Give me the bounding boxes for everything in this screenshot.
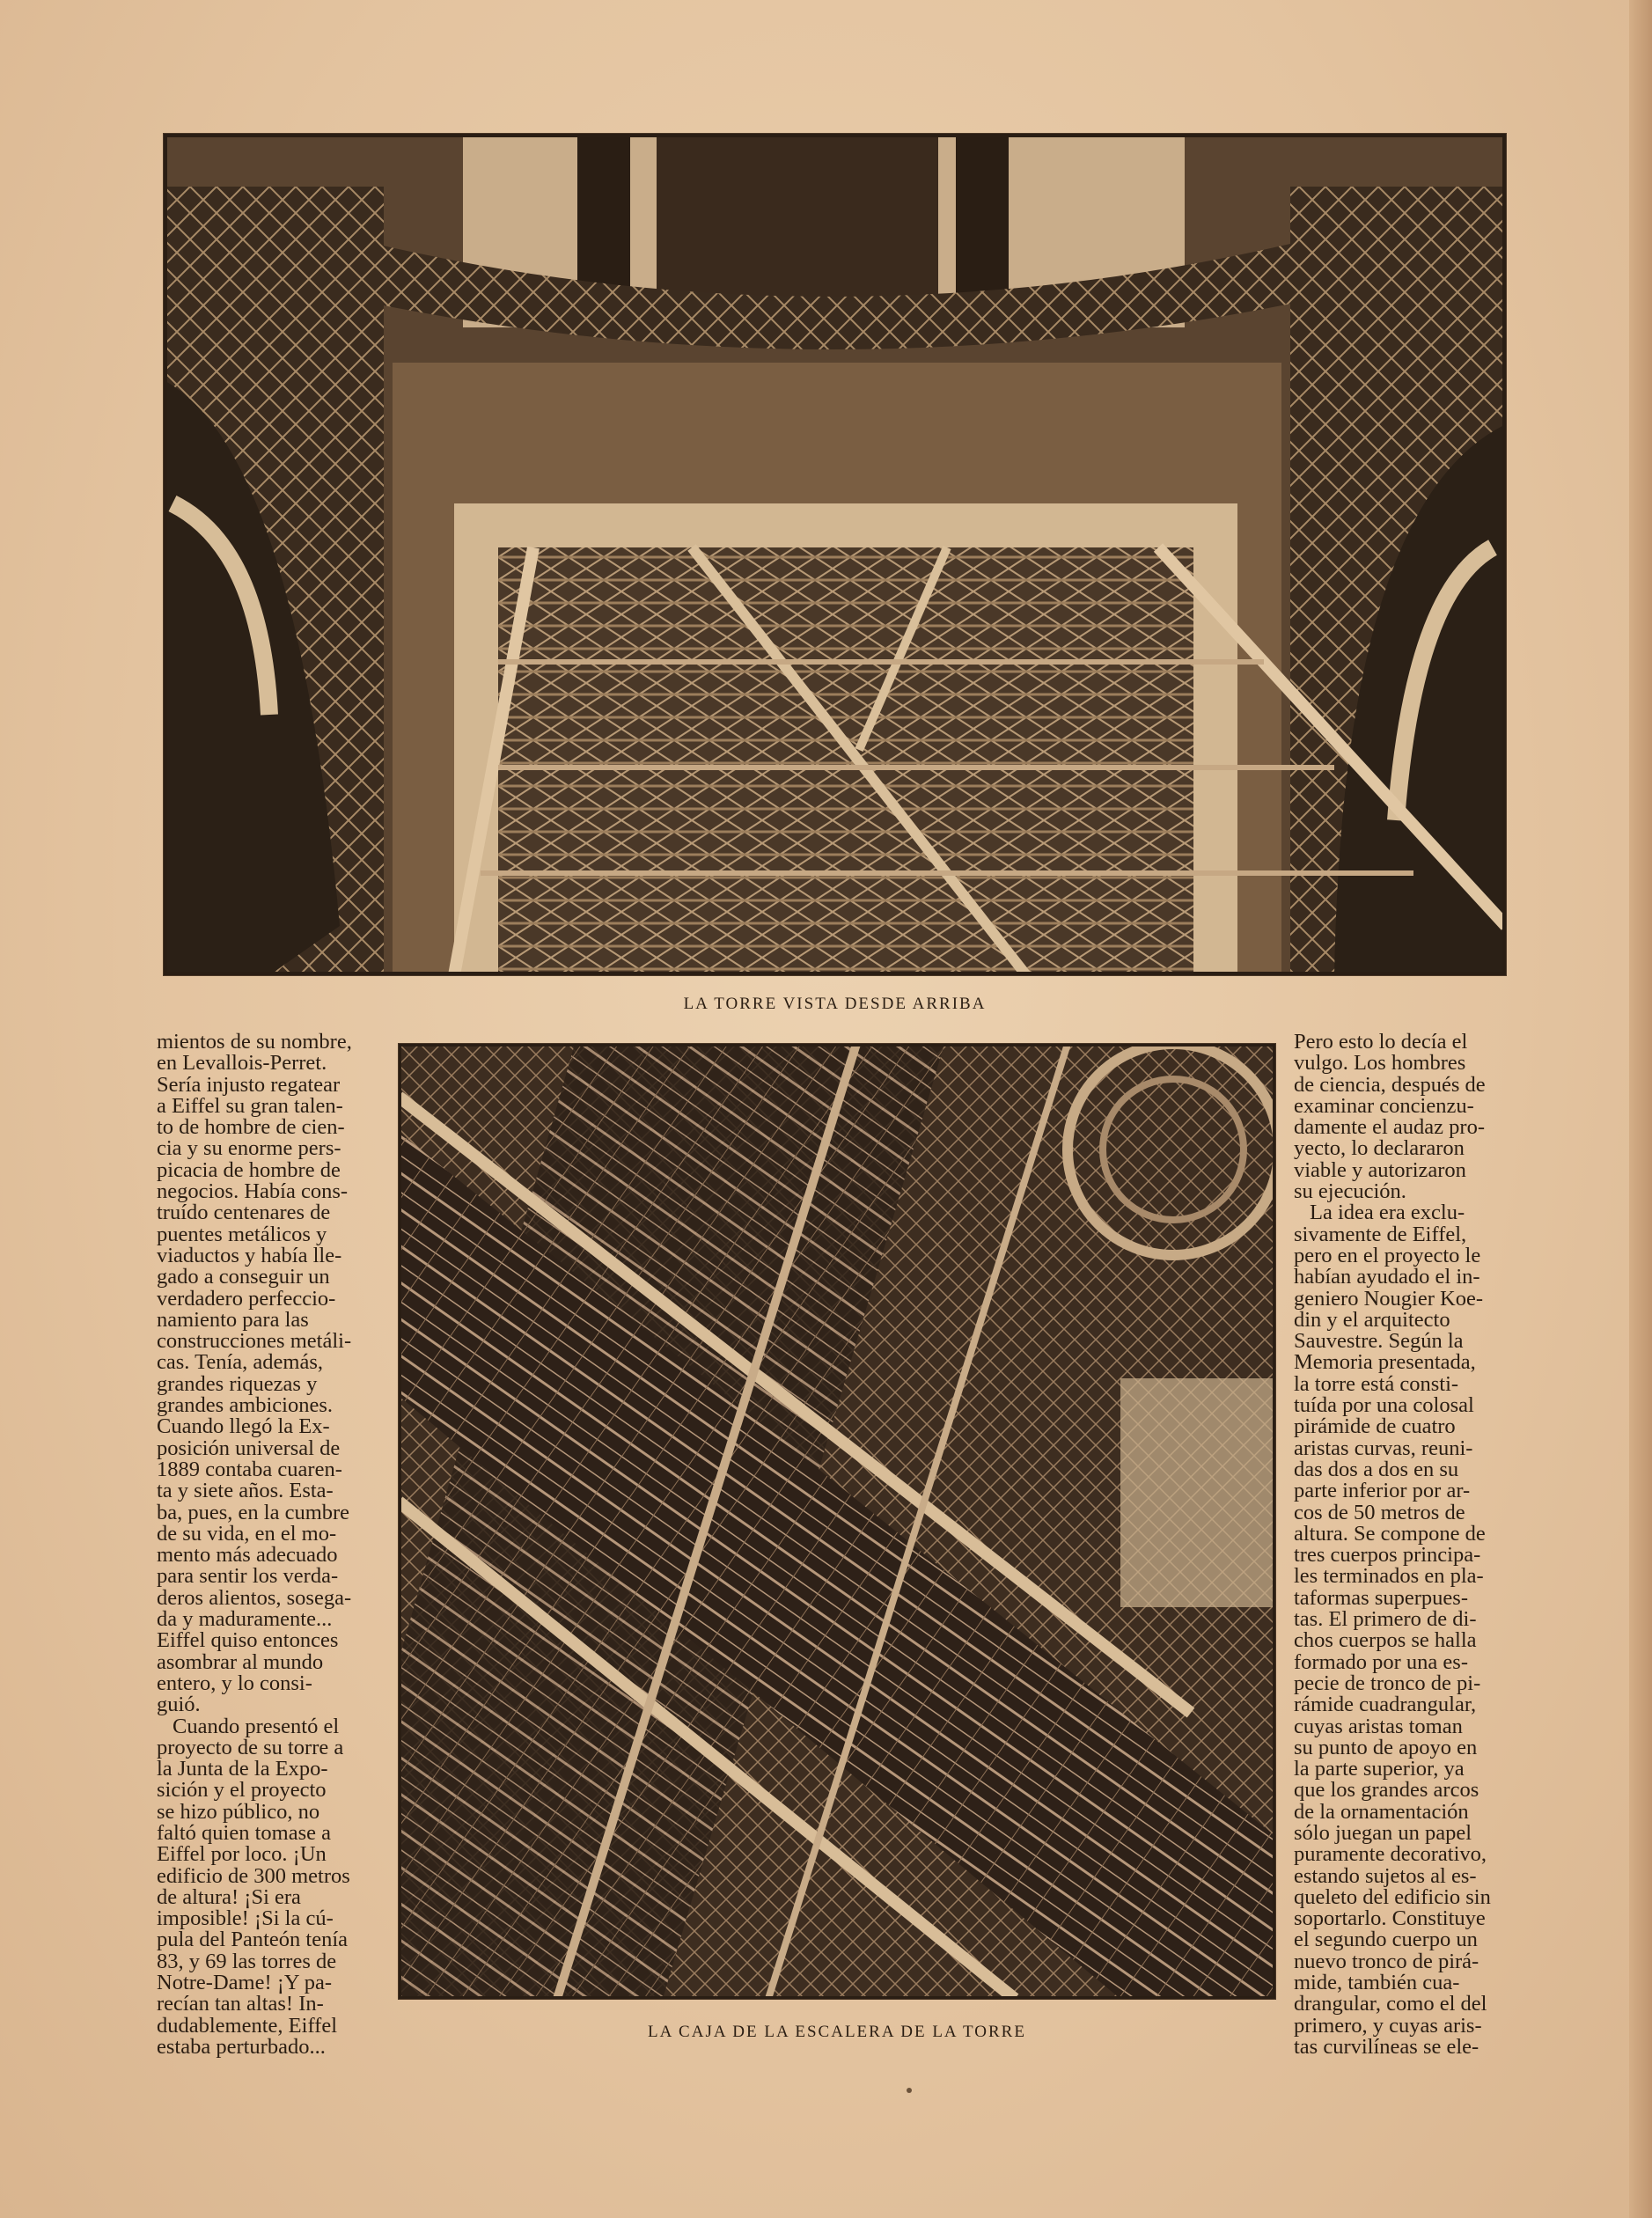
right-column-line: el segundo cuerpo un	[1294, 1928, 1478, 1952]
top-photo-caption: LA TORRE VISTA DESDE ARRIBA	[683, 995, 987, 1013]
left-column-line: mento más adecuado	[157, 1543, 338, 1568]
left-column-line: viaductos y había lle-	[157, 1243, 342, 1267]
right-column-line: primero, y cuyas aris-	[1294, 2013, 1482, 2038]
right-column-line: les terminados en pla-	[1294, 1564, 1484, 1589]
right-column-line: mide, también cua-	[1294, 1971, 1460, 1995]
left-column-line: dudablemente, Eiffel	[157, 2013, 337, 2038]
tower-from-above-photo	[164, 134, 1506, 975]
right-column-line: su ejecución.	[1294, 1179, 1406, 1204]
right-column-line: aristas curvas, reuni-	[1294, 1436, 1473, 1460]
left-column-line: gado a conseguir un	[157, 1265, 330, 1289]
left-column-line: Eiffel quiso entonces	[157, 1628, 339, 1653]
left-column-line: imposible! ¡Si la cú-	[157, 1906, 334, 1931]
right-column-line: su punto de apoyo en	[1294, 1735, 1478, 1759]
right-column-line: nuevo tronco de pirá-	[1294, 1949, 1479, 1973]
left-column-line: 83, y 69 las torres de	[157, 1949, 337, 1973]
right-column-line: que los grandes arcos	[1294, 1778, 1479, 1803]
right-column-line: damente el audaz pro-	[1294, 1115, 1485, 1140]
left-column-line: ta y siete años. Esta-	[157, 1479, 334, 1503]
right-column-line: pecie de tronco de pi-	[1294, 1671, 1481, 1695]
left-column-line: grandes riquezas y	[157, 1371, 318, 1396]
right-column-line: das dos a dos en su	[1294, 1457, 1459, 1481]
right-column-line: din y el arquitecto	[1294, 1307, 1450, 1332]
right-column-line: altura. Se compone de	[1294, 1521, 1486, 1546]
right-column-line: cuyas aristas toman	[1294, 1714, 1463, 1738]
right-column-line: yecto, lo declararon	[1294, 1136, 1465, 1161]
right-column-line: tas curvilíneas se ele-	[1294, 2034, 1479, 2059]
right-column-line: Memoria presentada,	[1294, 1350, 1476, 1375]
left-column-line: faltó quien tomase a	[157, 1820, 331, 1845]
left-column-line: mientos de su nombre,	[157, 1030, 352, 1054]
left-column-line: en Levallois-Perret.	[157, 1051, 327, 1076]
right-text-column	[1294, 1032, 1524, 2058]
right-column-line: queleto del edificio sin	[1294, 1884, 1491, 1909]
left-column-line: Cuando presentó el	[173, 1714, 340, 1738]
staircase-shaft-photo	[399, 1044, 1275, 1999]
right-column-line: tres cuerpos principa-	[1294, 1543, 1481, 1568]
left-column-line: negocios. Había cons-	[157, 1179, 349, 1204]
left-column-line: da y maduramente...	[157, 1607, 333, 1632]
left-column-line: guió.	[157, 1693, 201, 1717]
right-column-line: pirámide de cuatro	[1294, 1414, 1456, 1439]
page-edge	[1629, 0, 1652, 2218]
right-column-line: examinar concienzu-	[1294, 1093, 1474, 1118]
left-column-line: ba, pues, en la cumbre	[157, 1500, 350, 1524]
right-column-line: taformas superpues-	[1294, 1585, 1468, 1610]
page-mark	[907, 2088, 912, 2093]
left-column-line: to de hombre de cien-	[157, 1115, 345, 1140]
left-column-line: de su vida, en el mo-	[157, 1521, 337, 1546]
bottom-photo-caption: LA CAJA DE LA ESCALERA DE LA TORRE	[648, 2023, 1026, 2041]
right-column-line: viable y autorizaron	[1294, 1157, 1466, 1182]
right-column-line: rámide cuadrangular,	[1294, 1693, 1477, 1717]
left-column-line: 1889 contaba cuaren-	[157, 1457, 342, 1481]
left-text-column	[157, 1032, 387, 2058]
right-column-line: parte inferior por ar-	[1294, 1479, 1471, 1503]
right-column-line: de ciencia, después de	[1294, 1072, 1486, 1097]
left-column-line: de altura! ¡Si era	[157, 1884, 301, 1909]
right-column-line: sivamente de Eiffel,	[1294, 1222, 1467, 1246]
right-column-line: soportarlo. Constituye	[1294, 1906, 1486, 1931]
left-column-line: proyecto de su torre a	[157, 1735, 344, 1759]
left-column-line: Cuando llegó la Ex-	[157, 1414, 330, 1439]
right-column-line: tas. El primero de di-	[1294, 1607, 1477, 1632]
right-column-line: drangular, como el del	[1294, 1992, 1487, 2016]
left-column-line: cas. Tenía, además,	[157, 1350, 323, 1375]
right-column-line: vulgo. Los hombres	[1294, 1051, 1466, 1076]
left-column-line: a Eiffel su gran talen-	[157, 1093, 343, 1118]
left-column-line: deros alientos, sosega-	[157, 1585, 352, 1610]
left-column-line: Notre-Dame! ¡Y pa-	[157, 1971, 333, 1995]
right-column-line: puramente decorativo,	[1294, 1842, 1487, 1867]
right-column-line: sólo juegan un papel	[1294, 1820, 1472, 1845]
right-column-line: tuída por una colosal	[1294, 1393, 1474, 1418]
left-column-line: namiento para las	[157, 1307, 309, 1332]
left-column-line: cia y su enorme pers-	[157, 1136, 341, 1161]
right-column-line: Sauvestre. Según la	[1294, 1329, 1464, 1354]
left-column-line: Eiffel por loco. ¡Un	[157, 1842, 327, 1867]
right-column-line: habían ayudado el in-	[1294, 1265, 1480, 1289]
right-column-line: pero en el proyecto le	[1294, 1243, 1481, 1267]
right-column-line: la parte superior, ya	[1294, 1757, 1465, 1781]
right-column-line: estando sujetos al es-	[1294, 1863, 1477, 1888]
left-column-line: truído centenares de	[157, 1201, 331, 1225]
left-column-line: verdadero perfeccio-	[157, 1286, 336, 1311]
left-column-line: para sentir los verda-	[157, 1564, 339, 1589]
right-column-line: Pero esto lo decía el	[1294, 1030, 1468, 1054]
left-column-line: la Junta de la Expo-	[157, 1757, 328, 1781]
left-column-line: sición y el proyecto	[157, 1778, 327, 1803]
right-column-line: geniero Nougier Koe-	[1294, 1286, 1483, 1311]
left-column-line: construcciones metáli-	[157, 1329, 352, 1354]
left-column-line: picacia de hombre de	[157, 1157, 341, 1182]
left-column-line: estaba perturbado...	[157, 2034, 326, 2059]
right-column-line: cos de 50 metros de	[1294, 1500, 1465, 1524]
left-column-line: posición universal de	[157, 1436, 341, 1460]
right-column-line: la torre está consti-	[1294, 1371, 1459, 1396]
left-column-line: Sería injusto regatear	[157, 1072, 341, 1097]
left-column-line: grandes ambiciones.	[157, 1393, 334, 1418]
right-column-line: La idea era exclu-	[1310, 1201, 1465, 1225]
left-column-line: pula del Panteón tenía	[157, 1928, 349, 1952]
left-column-line: asombrar al mundo	[157, 1649, 324, 1674]
right-column-line: de la ornamentación	[1294, 1799, 1469, 1824]
right-column-line: chos cuerpos se halla	[1294, 1628, 1477, 1653]
left-column-line: se hizo público, no	[157, 1799, 320, 1824]
left-column-line: edificio de 300 metros	[157, 1863, 350, 1888]
right-column-line: formado por una es-	[1294, 1649, 1468, 1674]
left-column-line: entero, y lo consi-	[157, 1671, 312, 1695]
left-column-line: recían tan altas! In-	[157, 1992, 324, 2016]
left-column-line: puentes metálicos y	[157, 1222, 327, 1246]
